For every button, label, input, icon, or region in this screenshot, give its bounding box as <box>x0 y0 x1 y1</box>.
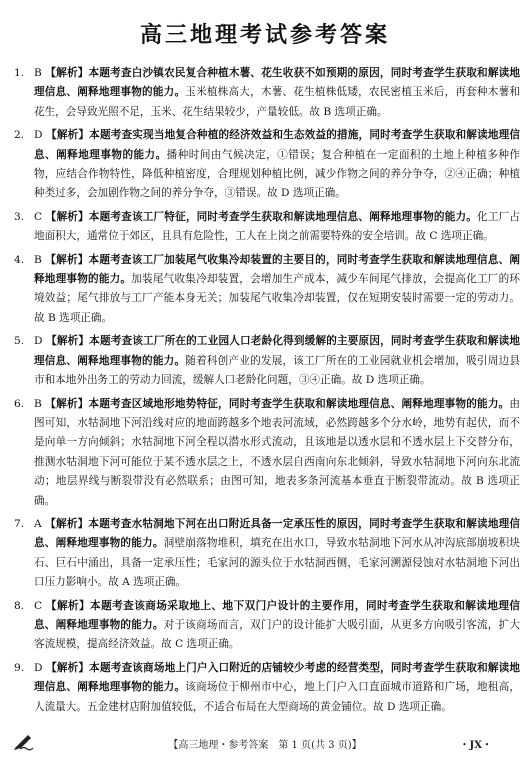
answer-item <box>14 515 520 593</box>
answer-number: 8. <box>14 599 25 612</box>
answer-number: 2. <box>14 129 25 142</box>
analysis-focus: 【解析】本题考查该工厂所在的工业园人口老龄化得到缓解的主要原因，同时考查学生获取和解读地理信息、阐释地理事物的能力。 <box>34 335 521 367</box>
footer-page-info: 【高三地理・参考答案 第 1 页(共 3 页)】 <box>168 740 362 751</box>
page-footer <box>0 733 530 755</box>
answer-letter: C <box>34 210 43 223</box>
answer-letter: A <box>34 517 42 530</box>
answer-number: 3. <box>14 210 25 223</box>
answer-list <box>14 64 520 721</box>
answer-item <box>14 395 520 511</box>
answer-letter: D <box>34 129 43 142</box>
answer-item <box>14 332 520 390</box>
answer-item <box>14 64 520 122</box>
answer-letter: B <box>34 67 42 79</box>
analysis-text: 该商场位于柳州市中心，地上门户入口直面城市道路和广场，地租高，人流量大。五金建材店附加值较低，不适合布局在大型商场的黄金铺位。故 D 选项正确。 <box>34 681 520 713</box>
analysis-text: 化工厂占地面积大，通常位于郊区，且具有危险性，工人在上岗之前需要特殊的安全培训。故 C 选项正确。 <box>34 210 520 243</box>
analysis-text: 玉米植株高大，木薯、花生植株低矮，农民密植玉米后，再套种木薯和花生，会导致光照不足，玉米、花生结果较少，产量较低。故 B 选项正确。 <box>34 86 520 118</box>
analysis-text: 加装尾气收集冷却装置，会增加生产成本，减少车间尾气排放，会提高化工厂的环境效益；尾气排放与工厂产能本身无关；加装尾气收集冷却装置，仅在短期安装时需要一定的劳动力。故 B 选项正确。 <box>34 273 521 324</box>
answer-item <box>14 597 520 655</box>
answer-letter: D <box>34 661 43 674</box>
analysis-focus: 【解析】本题考查水牯洞地下河在出口附近具备一定承压性的原因，同时考查学生获取和解读地理信息、阐释地理事物的能力。 <box>34 517 520 550</box>
answer-number: 7. <box>14 517 25 530</box>
footer-code: ・JX・ <box>459 740 492 751</box>
analysis-focus: 【解析】本题考查白沙镇农民复合种植木薯、花生收获不如预期的原因，同时考查学生获取和解读地理信息、阐释地理事物的能力。 <box>34 67 521 99</box>
answer-item <box>14 251 520 329</box>
analysis-focus: 【解析】本题考查该工厂加装尾气收集冷却装置的主要目的，同时考查学生获取和解读地理信息、阐释地理事物的能力。 <box>34 253 521 286</box>
answer-letter: B <box>34 253 42 266</box>
answer-number: 4. <box>14 253 25 266</box>
analysis-focus: 【解析】本题考查实现当地复合种植的经济效益和生态效益的措施，同时考查学生获取和解读地理信息、阐释地理事物的能力。 <box>34 129 521 161</box>
page-title: 高三地理考试参考答案 <box>139 23 390 48</box>
answer-letter: C <box>34 599 43 612</box>
answer-number: 9. <box>14 661 25 674</box>
answer-item <box>14 659 520 717</box>
analysis-text: 播种时间由气候决定，①错误；复合种植在一定面积的土地上种植多种作物，应结合作物特性，降低种植密度，合理规划种植比例，减少作物之间的养分争夺，②④正确；种植种类过多，会加剧作物之间的养分争夺，③错误。故 D 选项正确。 <box>34 148 520 200</box>
answer-number: 6. <box>14 397 25 410</box>
answer-number: 1. <box>14 67 25 79</box>
analysis-focus: 【解析】本题考查区域地形地势特征，同时考查学生获取和解读地理信息、阐释地理事物的能力。 <box>45 397 510 410</box>
analysis-text: 洞壁崩落物堆积，填充在出水口，导致水牯洞地下河水从冲沟底部崩坡积块石、巨石中涌出，具备一定承压性；毛家河的源头位于水牯洞西侧，毛家河溯源侵蚀对水牯洞地下河出口压力影响小。故 A 选项正确。 <box>34 537 520 589</box>
answer-letter: B <box>34 397 42 410</box>
analysis-focus: 【解析】本题考查该商场采取地上、地下双门户设计的主要作用，同时考查学生获取和解读地理信息、阐释地理事物的能力。 <box>34 599 520 631</box>
analysis-text: 对于该商场而言，双门户的设计能扩大吸引面，从更多方向吸引客流，扩大客流规模，提高经济效益。故 C 选项正确。 <box>34 618 520 651</box>
analysis-focus: 【解析】本题考查该工厂特征，同时考查学生获取和解读地理信息、阐释地理事物的能力。 <box>45 210 478 223</box>
answer-item <box>14 126 520 204</box>
answer-letter: D <box>34 335 43 348</box>
analysis-focus: 【解析】本题考查该商场地上门户入口附近的店铺较少考虑的经营类型，同时考查学生获取和解读地理信息、阐释地理事物的能力。 <box>34 661 521 694</box>
analysis-text: 由图可知，水牯洞地下河沿线对应的地面跨越多个地表河流域，必然跨越多个分水岭，地势有起伏，而不是向单一方向倾斜；水牯洞地下河全程以潜水形式流动，且该地是以透水层和不透水层上下交替分布，推测水牯洞地下河可能位于某不透水层之上，不透水层自西南向东北倾斜，导致水牯洞地下河向东北流动；地层界线与断裂带没有必然联系；由图可知，地表多条河流基本垂直于断裂带流动。故 B 选项正确。 <box>34 397 521 507</box>
analysis-text: 随着科创产业的发展，该工厂所在的工业园就业机会增加，吸引周边县市和本地外出务工的劳动力回流，缓解人口老龄化问题，③④正确。故 D 选项正确。 <box>34 354 520 387</box>
answer-number: 5. <box>14 335 25 348</box>
answer-item <box>14 208 520 247</box>
